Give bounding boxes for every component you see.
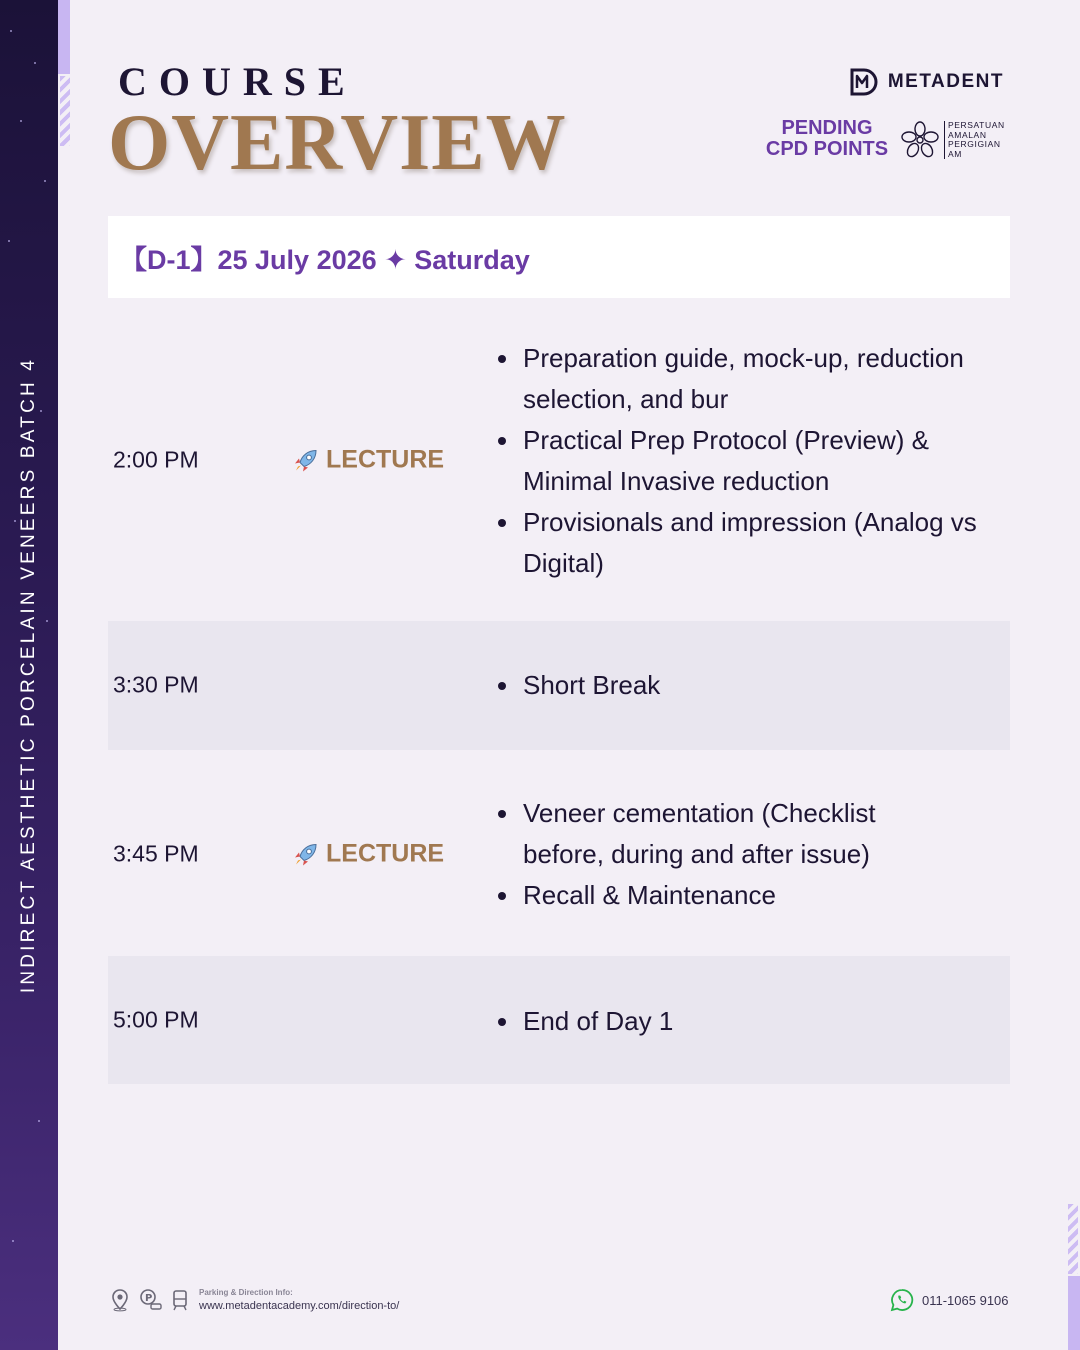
list-item: Recall & Maintenance (498, 875, 938, 916)
association-logo (900, 120, 1005, 160)
cpd-line-2: CPD POINTS (765, 138, 889, 160)
row-activity (292, 840, 444, 869)
brand-logo (848, 66, 1004, 98)
parking-icon (138, 1288, 162, 1312)
rocket-icon (292, 446, 320, 474)
flower-icon (900, 120, 940, 160)
row-time: 3:45 PM (113, 840, 199, 867)
row-time: 5:00 PM (113, 1006, 199, 1033)
side-band (0, 0, 58, 1350)
rocket-icon (292, 840, 320, 868)
footer-icons (108, 1288, 192, 1312)
svg-text:P: P (145, 1293, 153, 1304)
phone-contact[interactable] (890, 1288, 1009, 1312)
row-items (498, 793, 938, 916)
cpd-line-1: PENDING (781, 117, 873, 139)
schedule-row (108, 750, 1010, 956)
schedule-row (108, 621, 1010, 750)
row-items (498, 665, 660, 706)
accent-bar (1068, 1276, 1080, 1350)
whatsapp-icon (890, 1288, 914, 1312)
row-time: 3:30 PM (113, 671, 199, 698)
location-pin-icon (108, 1288, 132, 1312)
row-time: 2:00 PM (113, 446, 199, 473)
cpd-notice (760, 118, 894, 160)
row-activity (292, 446, 444, 475)
activity-label: LECTURE (326, 445, 445, 474)
row-items (498, 338, 1018, 584)
schedule-row (108, 298, 1010, 621)
association-name: PERSATUAN AMALAN PERGIGIAN AM (944, 121, 1005, 159)
train-icon (168, 1288, 192, 1312)
row-items (498, 1001, 673, 1042)
day-label: 【D-1】25 July 2026 ✦ Saturday (120, 244, 530, 275)
metadent-logo-icon (848, 66, 880, 98)
day-header (108, 216, 1010, 298)
list-item: Short Break (498, 665, 660, 706)
phone-number: 011-1065 9106 (922, 1292, 1009, 1308)
title-course: COURSE (118, 59, 357, 104)
brand-name: METADENT (887, 71, 1004, 92)
parking-label: Parking & Direction Info: (199, 1288, 293, 1297)
list-item: Practical Prep Protocol (Preview) & Minimal Invasive reduction (498, 420, 978, 502)
course-batch-label: INDIRECT AESTHETIC PORCELAIN VENEERS BATCH 4 (18, 356, 39, 994)
list-item: Preparation guide, mock-up, reduction selection, and bur (498, 338, 1018, 420)
list-item: Veneer cementation (Checklist before, during and after issue) (498, 793, 938, 875)
list-item: End of Day 1 (498, 1001, 673, 1042)
direction-link[interactable]: www.metadentacademy.com/direction-to/ (199, 1300, 400, 1312)
accent-hatch (1068, 1204, 1078, 1274)
schedule-row (108, 956, 1010, 1084)
activity-label: LECTURE (326, 839, 445, 868)
list-item: Provisionals and impression (Analog vs Digital) (498, 502, 998, 584)
accent-bar (58, 0, 70, 74)
title-overview: OVERVIEW (108, 99, 567, 187)
accent-hatch (60, 76, 70, 146)
